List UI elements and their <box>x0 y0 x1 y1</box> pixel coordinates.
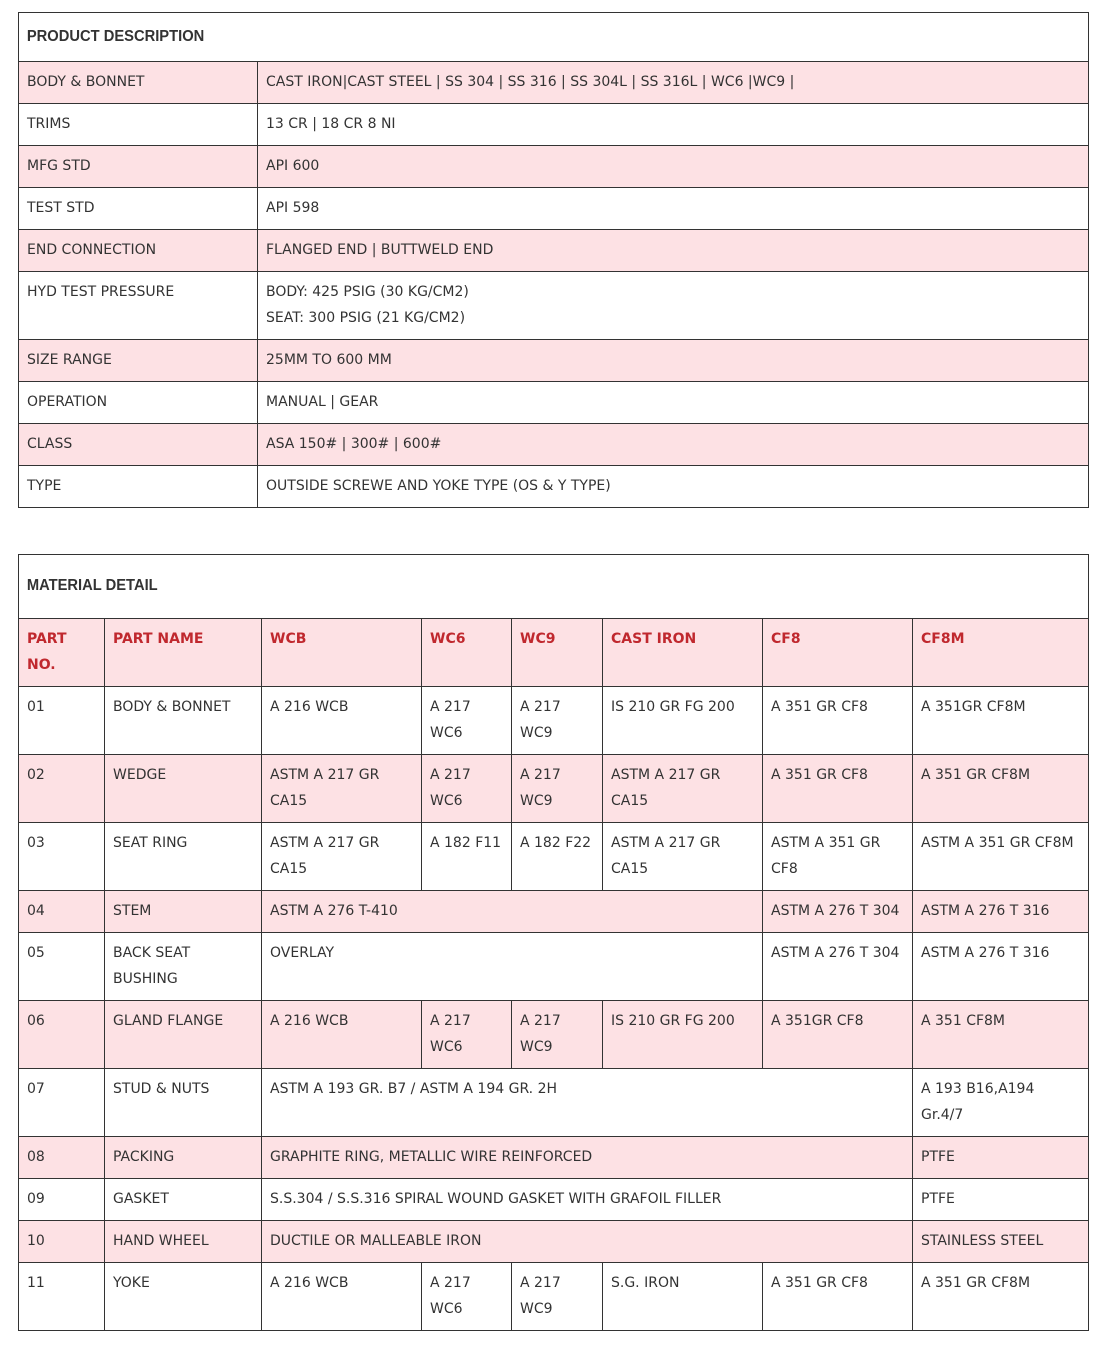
table-row <box>19 823 1089 891</box>
header-cf8m: CF8M <box>913 619 1089 687</box>
table-row <box>19 1137 1089 1179</box>
body-pressure: BODY: 425 PSIG (30 KG/CM2) <box>266 284 469 300</box>
wc9-cell: A 217 WC9 <box>512 1263 603 1331</box>
header-wc6: WC6 <box>422 619 512 687</box>
table-row <box>19 933 1089 1001</box>
part-no: 09 <box>19 1179 105 1221</box>
row-value: 13 CR | 18 CR 8 NI <box>258 104 1089 146</box>
wc6-cell: A 217 WC6 <box>422 1263 512 1331</box>
cf8-cell: A 351 GR CF8 <box>763 687 913 755</box>
part-no: 01 <box>19 687 105 755</box>
merged-material-cell: S.S.304 / S.S.316 SPIRAL WOUND GASKET WITH GRAFOIL FILLER <box>262 1179 913 1221</box>
part-no: 06 <box>19 1001 105 1069</box>
row-label: END CONNECTION <box>19 230 258 272</box>
part-name: WEDGE <box>105 755 262 823</box>
wcb-cell: A 216 WCB <box>262 1263 422 1331</box>
wc6-cell: A 217 WC6 <box>422 1001 512 1069</box>
row-value: FLANGED END | BUTTWELD END <box>258 230 1089 272</box>
cf8m-cell: ASTM A 351 GR CF8M <box>913 823 1089 891</box>
header-cf8: CF8 <box>763 619 913 687</box>
table-row <box>19 146 1089 188</box>
cf8-cell: A 351 GR CF8 <box>763 755 913 823</box>
table-row <box>19 687 1089 755</box>
part-no: 11 <box>19 1263 105 1331</box>
part-name: GASKET <box>105 1179 262 1221</box>
table-row <box>19 891 1089 933</box>
wc9-cell: A 217 WC9 <box>512 755 603 823</box>
part-no: 08 <box>19 1137 105 1179</box>
cf8m-cell: PTFE <box>913 1137 1089 1179</box>
cf8m-cell: ASTM A 276 T 316 <box>913 933 1089 1001</box>
header-wc9: WC9 <box>512 619 603 687</box>
wc9-cell: A 182 F22 <box>512 823 603 891</box>
cf8m-cell: PTFE <box>913 1179 1089 1221</box>
part-name: PACKING <box>105 1137 262 1179</box>
table-row <box>19 1179 1089 1221</box>
cast-iron-cell: S.G. IRON <box>603 1263 763 1331</box>
part-name: STUD & NUTS <box>105 1069 262 1137</box>
row-value: 25MM TO 600 MM <box>258 340 1089 382</box>
table-row <box>19 230 1089 272</box>
row-value <box>258 272 1089 340</box>
row-value: API 600 <box>258 146 1089 188</box>
product-description-title: PRODUCT DESCRIPTION <box>19 13 1003 62</box>
row-label: HYD TEST PRESSURE <box>19 272 258 340</box>
cf8m-cell: STAINLESS STEEL <box>913 1221 1089 1263</box>
row-value: CAST IRON|CAST STEEL | SS 304 | SS 316 | SS 304L | SS 316L | WC6 |WC9 | <box>258 62 1089 104</box>
merged-material-cell: ASTM A 276 T-410 <box>262 891 763 933</box>
table-row <box>19 1001 1089 1069</box>
table-header-row <box>19 619 1089 687</box>
part-no: 07 <box>19 1069 105 1137</box>
table-row <box>19 1263 1089 1331</box>
table-title-row <box>19 555 1089 619</box>
part-no: 10 <box>19 1221 105 1263</box>
table-row <box>19 104 1089 146</box>
row-value: ASA 150# | 300# | 600# <box>258 424 1089 466</box>
row-value: MANUAL | GEAR <box>258 382 1089 424</box>
wcb-cell: ASTM A 217 GR CA15 <box>262 755 422 823</box>
merged-material-cell: DUCTILE OR MALLEABLE IRON <box>262 1221 913 1263</box>
row-label: SIZE RANGE <box>19 340 258 382</box>
table-title-row <box>19 13 1089 62</box>
row-label: TEST STD <box>19 188 258 230</box>
part-no: 04 <box>19 891 105 933</box>
table-row <box>19 1069 1089 1137</box>
table-row <box>19 62 1089 104</box>
seat-pressure: SEAT: 300 PSIG (21 KG/CM2) <box>266 310 466 326</box>
cf8m-cell: ASTM A 276 T 316 <box>913 891 1089 933</box>
table-row <box>19 340 1089 382</box>
row-value: API 598 <box>258 188 1089 230</box>
header-cast-iron: CAST IRON <box>603 619 763 687</box>
cf8m-cell: A 351 CF8M <box>913 1001 1089 1069</box>
cast-iron-cell: IS 210 GR FG 200 <box>603 1001 763 1069</box>
part-name: SEAT RING <box>105 823 262 891</box>
header-part-name: PART NAME <box>105 619 262 687</box>
table-row <box>19 1221 1089 1263</box>
cf8m-cell: A 351GR CF8M <box>913 687 1089 755</box>
cf8m-cell: A 351 GR CF8M <box>913 1263 1089 1331</box>
part-name: BODY & BONNET <box>105 687 262 755</box>
wc6-cell: A 217 WC6 <box>422 755 512 823</box>
merged-material-cell: ASTM A 193 GR. B7 / ASTM A 194 GR. 2H <box>262 1069 913 1137</box>
part-name: STEM <box>105 891 262 933</box>
table-row <box>19 188 1089 230</box>
material-detail-title: MATERIAL DETAIL <box>19 555 1003 619</box>
material-detail-table <box>18 554 1089 1331</box>
merged-material-cell: GRAPHITE RING, METALLIC WIRE REINFORCED <box>262 1137 913 1179</box>
part-name: YOKE <box>105 1263 262 1331</box>
table-row <box>19 382 1089 424</box>
wcb-cell: A 216 WCB <box>262 1001 422 1069</box>
cf8-cell: A 351 GR CF8 <box>763 1263 913 1331</box>
cf8-cell: A 351GR CF8 <box>763 1001 913 1069</box>
cf8-cell: ASTM A 351 GR CF8 <box>763 823 913 891</box>
row-label: OPERATION <box>19 382 258 424</box>
cf8-cell: ASTM A 276 T 304 <box>763 933 913 1001</box>
cf8m-cell: A 193 B16,A194 Gr.4/7 <box>913 1069 1089 1137</box>
part-no: 02 <box>19 755 105 823</box>
cf8-cell: ASTM A 276 T 304 <box>763 891 913 933</box>
row-value: OUTSIDE SCREWE AND YOKE TYPE (OS & Y TYPE) <box>258 466 1089 508</box>
product-description-table <box>18 12 1089 508</box>
part-name: BACK SEAT BUSHING <box>105 933 262 1001</box>
wcb-cell: A 216 WCB <box>262 687 422 755</box>
cast-iron-cell: ASTM A 217 GR CA15 <box>603 755 763 823</box>
wc9-cell: A 217 WC9 <box>512 687 603 755</box>
row-label: CLASS <box>19 424 258 466</box>
wcb-cell: ASTM A 217 GR CA15 <box>262 823 422 891</box>
part-name: GLAND FLANGE <box>105 1001 262 1069</box>
wc6-cell: A 217 WC6 <box>422 687 512 755</box>
table-row <box>19 466 1089 508</box>
table-row <box>19 755 1089 823</box>
table-row <box>19 424 1089 466</box>
part-no: 05 <box>19 933 105 1001</box>
header-wcb: WCB <box>262 619 422 687</box>
row-label: TRIMS <box>19 104 258 146</box>
table-row <box>19 272 1089 340</box>
wc9-cell: A 217 WC9 <box>512 1001 603 1069</box>
part-name: HAND WHEEL <box>105 1221 262 1263</box>
merged-material-cell: OVERLAY <box>262 933 763 1001</box>
cast-iron-cell: IS 210 GR FG 200 <box>603 687 763 755</box>
header-part-no: PART NO. <box>19 619 105 687</box>
cf8m-cell: A 351 GR CF8M <box>913 755 1089 823</box>
row-label: TYPE <box>19 466 258 508</box>
row-label: MFG STD <box>19 146 258 188</box>
wc6-cell: A 182 F11 <box>422 823 512 891</box>
row-label: BODY & BONNET <box>19 62 258 104</box>
part-no: 03 <box>19 823 105 891</box>
cast-iron-cell: ASTM A 217 GR CA15 <box>603 823 763 891</box>
